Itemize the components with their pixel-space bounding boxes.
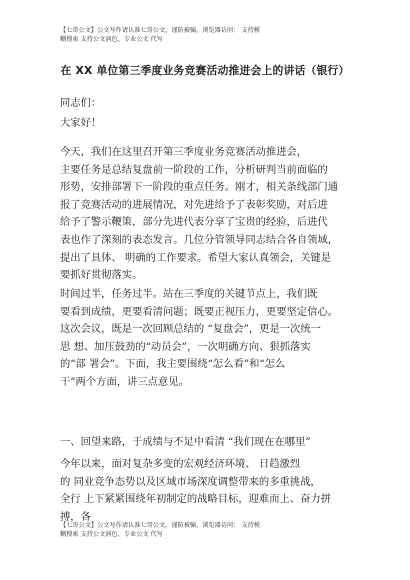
page-footer: [60, 521, 360, 539]
text-line: 的 同业竞争态势以及区域市场深度调整带来的多重挑战，: [60, 475, 321, 488]
footer-line-1: 【七哥公文】公文写作请认准七哥公文，谨防被骗，浏览器访问： 支持模: [60, 522, 260, 529]
text-line: 这次会议，既是一次回顾总结的 “复盘会”，更是一次统一: [60, 323, 321, 336]
text-line: 表也作了深刻的表态发言。几位分管领导同志结合各自领域，: [60, 233, 339, 246]
text-line: 干”两个方面，讲三点意见。: [60, 375, 189, 388]
text-line: 的“部 署会”。下面，我主要围绕“怎么看”和“怎么: [60, 358, 286, 371]
text-line: 今年以来，面对复杂多变的宏观经济环境、 日趋激烈: [60, 458, 301, 470]
text-line: 要抓好贯彻落实。: [60, 269, 143, 282]
text-line: 形势，安排部署下一阶段的重点任务。刚才，相关条线部门通: [60, 181, 339, 194]
greeting: 同志们：: [60, 97, 102, 109]
text-line: 思 想、加压鼓劲的“动员会”，一次明确方向、狠抓落实: [60, 340, 311, 353]
paragraph-situation: [60, 286, 360, 392]
text-line: 要看到成绩，更要看清问题；既要正视压力，更要坚定信心。: [60, 305, 339, 318]
section-heading-1: 一、回望来路，于成绩与不足中看清 “我们现在在哪里”: [60, 436, 311, 448]
text-line: 主要任务是总结复盘前一阶段的工作，分析研判当前面临的: [60, 163, 328, 176]
header-line-2: 糊搜索 支持公文润色、专业公文 代写: [60, 36, 163, 43]
text-line: 时间过半，任务过半。站在三季度的关键节点上，我们既: [60, 288, 318, 300]
text-line: 给予了警示鞭策，部分先进代表分享了宝贵的经验，后进代: [60, 216, 328, 229]
paragraph-review: [60, 456, 360, 526]
header-line-1: 【七哥公文】公文写作请认准七哥公文，谨防被骗，浏览器访问： 支持模: [60, 27, 260, 34]
text-line: 全行 上下紧紧围绕年初制定的战略目标，迎难而上、奋力拼: [60, 493, 331, 506]
page-header: [60, 26, 360, 44]
footer-line-2: 糊搜索 支持公文润色、专业公文 代写: [60, 531, 163, 538]
text-line: 报了竞赛活动的进展情况，对先进给予了表彰奖励，对后进: [60, 198, 328, 211]
text-line: 搏，各: [60, 510, 91, 523]
document-title: 在 XX 单位第三季度业务竞赛活动推进会上的讲话（银行）: [60, 64, 350, 77]
text-line: 今天，我们在这里召开第三季度业务竞赛活动推进会，: [60, 146, 308, 158]
paragraph-opening: [60, 144, 360, 285]
text-line: 提出了具体、 明确的工作要求。希望大家认真领会，关键是: [60, 251, 331, 264]
hello-line: 大家好！: [60, 117, 102, 129]
